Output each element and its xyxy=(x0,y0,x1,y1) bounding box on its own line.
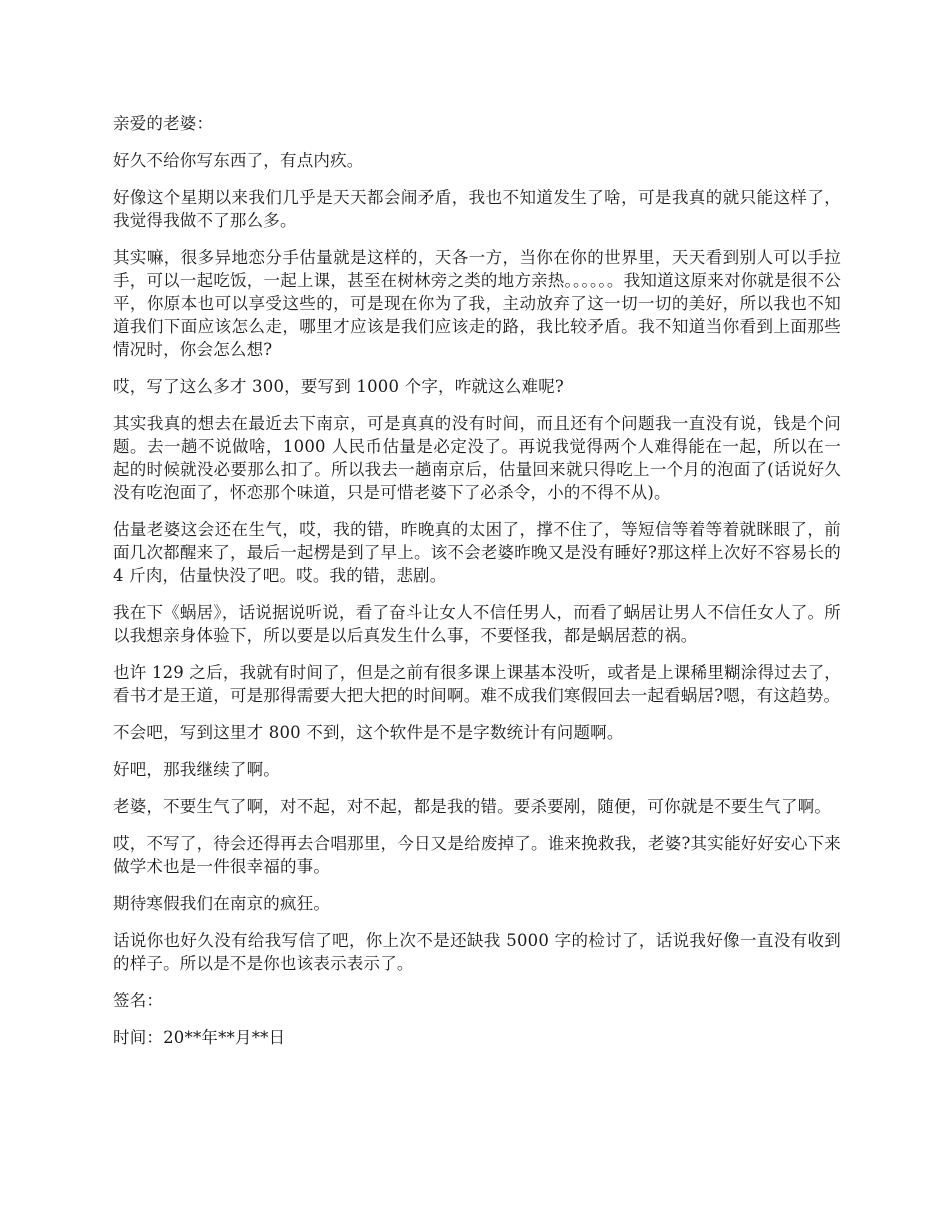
signature-label: 签名： xyxy=(113,991,164,1010)
letter-paragraph: 哎，不写了，待会还得再去合唱那里，今日又是给废掉了。谁来挽救我，老婆?其实能好好安心下来做学术也是一件很幸福的事。 xyxy=(113,834,841,876)
letter-greeting: 亲爱的老婆： xyxy=(113,114,214,133)
letter-paragraph: 哎，写了这么多才 300，要写到 1000 个字，咋就这么难呢? xyxy=(113,377,564,396)
letter-paragraph: 估量老婆这会还在生气，哎，我的错，昨晚真的太困了，撑不住了，等短信等着等着就眯眼了，前面几次都醒来了，最后一起楞是到了早上。该不会老婆昨晚又是没有睡好?那这样上次好不容易长的 4 斤肉，估量快没了吧。哎。我的错，悲剧。 xyxy=(113,520,841,585)
letter-paragraph: 好像这个星期以来我们几乎是天天都会闹矛盾，我也不知道发生了啥，可是我真的就只能这样了，我觉得我做不了那么多。 xyxy=(113,188,841,230)
letter-paragraph: 好久不给你写东西了，有点内疚。 xyxy=(113,151,364,170)
letter-paragraph: 我在下《蜗居》，话说据说听说，看了奋斗让女人不信任男人，而看了蜗居让男人不信任女人了。所以我想亲身体验下，所以要是以后真发生什么事，不要怪我，都是蜗居惹的祸。 xyxy=(113,603,841,645)
letter-paragraph: 其实嘛，很多异地恋分手估量就是这样的，天各一方，当你在你的世界里，天天看到别人可以手拉手，可以一起吃饭，一起上课，甚至在树林旁之类的地方亲热。。。。。。我知道这原来对你就是很不公平，你原本也可以享受这些的，可是现在你为了我，主动放弃了这一切一切的美好，所以我也不知道我们下面应该怎么走，哪里才应该是我们应该走的路，我比较矛盾。我不知道当你看到上面那些情况时，你会怎么想? xyxy=(113,248,841,359)
letter-paragraph: 期待寒假我们在南京的疯狂。 xyxy=(113,894,331,913)
letter-body xyxy=(113,112,841,1063)
letter-paragraph: 也许 129 之后，我就有时间了，但是之前有很多课上课基本没听，或者是上课稀里糊涂得过去了，看书才是王道，可是那得需要大把大把的时间啊。难不成我们寒假回去一起看蜗居?嗯，有这趋势。 xyxy=(113,663,841,705)
letter-paragraph: 好吧，那我继续了啊。 xyxy=(113,760,280,779)
date-line: 时间：20**年**月**日 xyxy=(113,1028,286,1047)
letter-paragraph: 老婆，不要生气了啊，对不起，对不起，都是我的错。要杀要剐，随便，可你就是不要生气了啊。 xyxy=(113,797,832,816)
letter-paragraph: 其实我真的想去在最近去下南京，可是真真的没有时间，而且还有个问题我一直没有说，钱是个问题。去一趟不说做啥，1000 人民币估量是必定没了。再说我觉得两个人难得能在一起，所以在一起的时候就没必要那么扣了。所以我去一趟南京后，估量回来就只得吃上一个月的泡面了(话说好久没有吃泡面了，怀恋那个味道，只是可惜老婆下了必杀令，小的不得不从)。 xyxy=(113,414,841,502)
letter-paragraph: 话说你也好久没有给我写信了吧，你上次不是还缺我 5000 字的检讨了，话说我好像一直没有收到的样子。所以是不是你也该表示表示了。 xyxy=(113,931,841,973)
letter-paragraph: 不会吧，写到这里才 800 不到，这个软件是不是字数统计有问题啊。 xyxy=(113,723,624,742)
